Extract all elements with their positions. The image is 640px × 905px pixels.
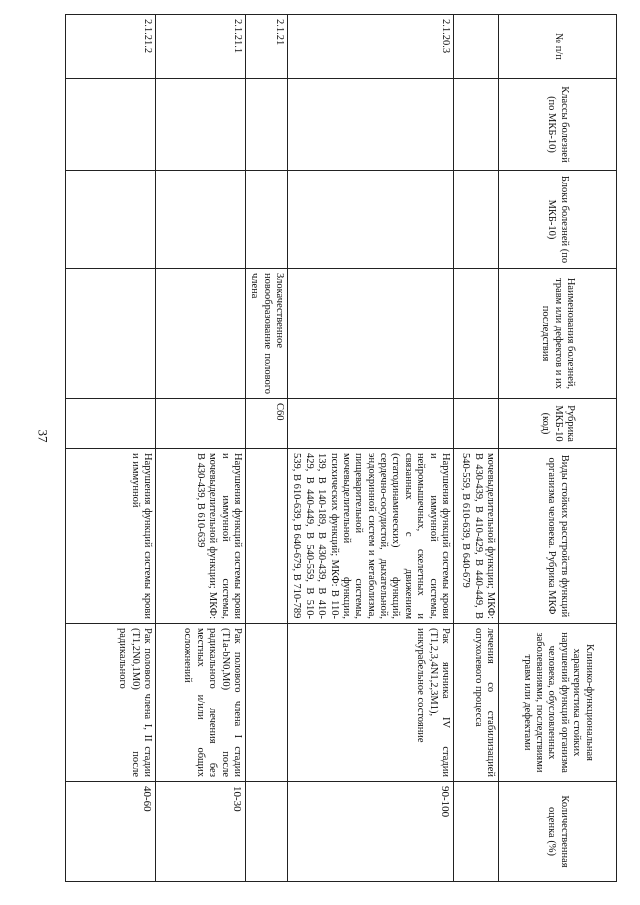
- cell-score: [246, 782, 288, 882]
- cell-clinical: лечения со стабилизацией опухолевого процесса: [454, 624, 499, 782]
- header-disease-names: Наименования болезней, травм или дефектов и их последствия: [499, 269, 617, 399]
- cell-score: [454, 782, 499, 882]
- table-row: [288, 15, 454, 882]
- cell-block: [454, 171, 499, 269]
- cell-block: [246, 171, 288, 269]
- page-number: 37: [35, 429, 51, 443]
- cell-class: [156, 79, 246, 171]
- cell-code: [66, 399, 156, 449]
- cell-name: [454, 269, 499, 399]
- cell-code: [454, 399, 499, 449]
- cell-clinical: Рак яичника IV стадии (T1,2,3,4N1,2,3M1), инкурабельное состояние: [288, 624, 454, 782]
- header-disease-classes: Классы болезней (по МКБ-10): [499, 79, 617, 171]
- cell-name: Злокачественное новообразование полового члена: [246, 269, 288, 399]
- cell-name: [156, 269, 246, 399]
- cell-code: С60: [246, 399, 288, 449]
- header-disorder-types: Виды стойких расстройств функций организма человека. Рубрика МКФ: [499, 449, 617, 624]
- cell-number: 2.1.21.2: [66, 15, 156, 79]
- cell-class: [454, 79, 499, 171]
- cell-code: [288, 399, 454, 449]
- header-quantitative-score: Количественная оценка (%): [499, 782, 617, 882]
- table-row: [66, 15, 156, 882]
- cell-class: [288, 79, 454, 171]
- cell-disorder-types: Нарушения функций системы крови и иммунной системы, мочевыделительной функции; МКФ: В 430-439, В 610-639: [156, 449, 246, 624]
- disability-criteria-table: [65, 14, 617, 882]
- cell-block: [288, 171, 454, 269]
- cell-score: 10-30: [156, 782, 246, 882]
- cell-disorder-types: [246, 449, 288, 624]
- cell-number: 2.1.21.1: [156, 15, 246, 79]
- cell-number: 2.1.21: [246, 15, 288, 79]
- table-header-row: [499, 15, 617, 882]
- cell-name: [288, 269, 454, 399]
- header-disease-blocks: Блоки болезней (по МКБ-10): [499, 171, 617, 269]
- rotated-table-container: [117, 14, 617, 881]
- table-row: [156, 15, 246, 882]
- cell-name: [66, 269, 156, 399]
- cell-number: 2.1.20.3: [288, 15, 454, 79]
- cell-score: 90-100: [288, 782, 454, 882]
- cell-disorder-types: Нарушения функций системы крови и иммунной: [66, 449, 156, 624]
- header-icd-code: Рубрика МКБ-10 (код): [499, 399, 617, 449]
- cell-clinical: [246, 624, 288, 782]
- cell-disorder-types: Нарушения функций системы крови и иммунной системы, нейромышечных, скелетных и связанных с движением (статодинамических) функций, сердечно-сосудистой, дыхательной, эндокринной систем и метаболизма, пищеварительной системы, мочевыделительной функции, психических функций; МКФ: В 110-139, В 140-189, В 430-439, В 410-429, В 440-449, В 540-559, В 510-539, В 610-639, В 640-679, В 710-789: [288, 449, 454, 624]
- cell-code: [156, 399, 246, 449]
- cell-block: [156, 171, 246, 269]
- cell-class: [66, 79, 156, 171]
- table-row: [454, 15, 499, 882]
- header-clinical-characteristic: Клинико-функциональная характеристика стойких нарушений функций организма человека, обусловленных заболеваниями, последствиями травм или дефектами: [499, 624, 617, 782]
- cell-clinical: Рак полового члена I, II стадии (T1,2N0,1M0) после радикального: [66, 624, 156, 782]
- cell-block: [66, 171, 156, 269]
- table-row: [246, 15, 288, 882]
- cell-class: [246, 79, 288, 171]
- cell-score: 40-60: [66, 782, 156, 882]
- header-number: № п/п: [499, 15, 617, 79]
- cell-number: [454, 15, 499, 79]
- cell-disorder-types: мочевыделительной функции; МКФ: В 430-439, В 410-429, В 440-449, В 540-559, В 610-639, В 640-679: [454, 449, 499, 624]
- cell-clinical: Рак полового члена I стадии (T1a-bN0,M0) после радикального лечения без местных и/или общих осложнений: [156, 624, 246, 782]
